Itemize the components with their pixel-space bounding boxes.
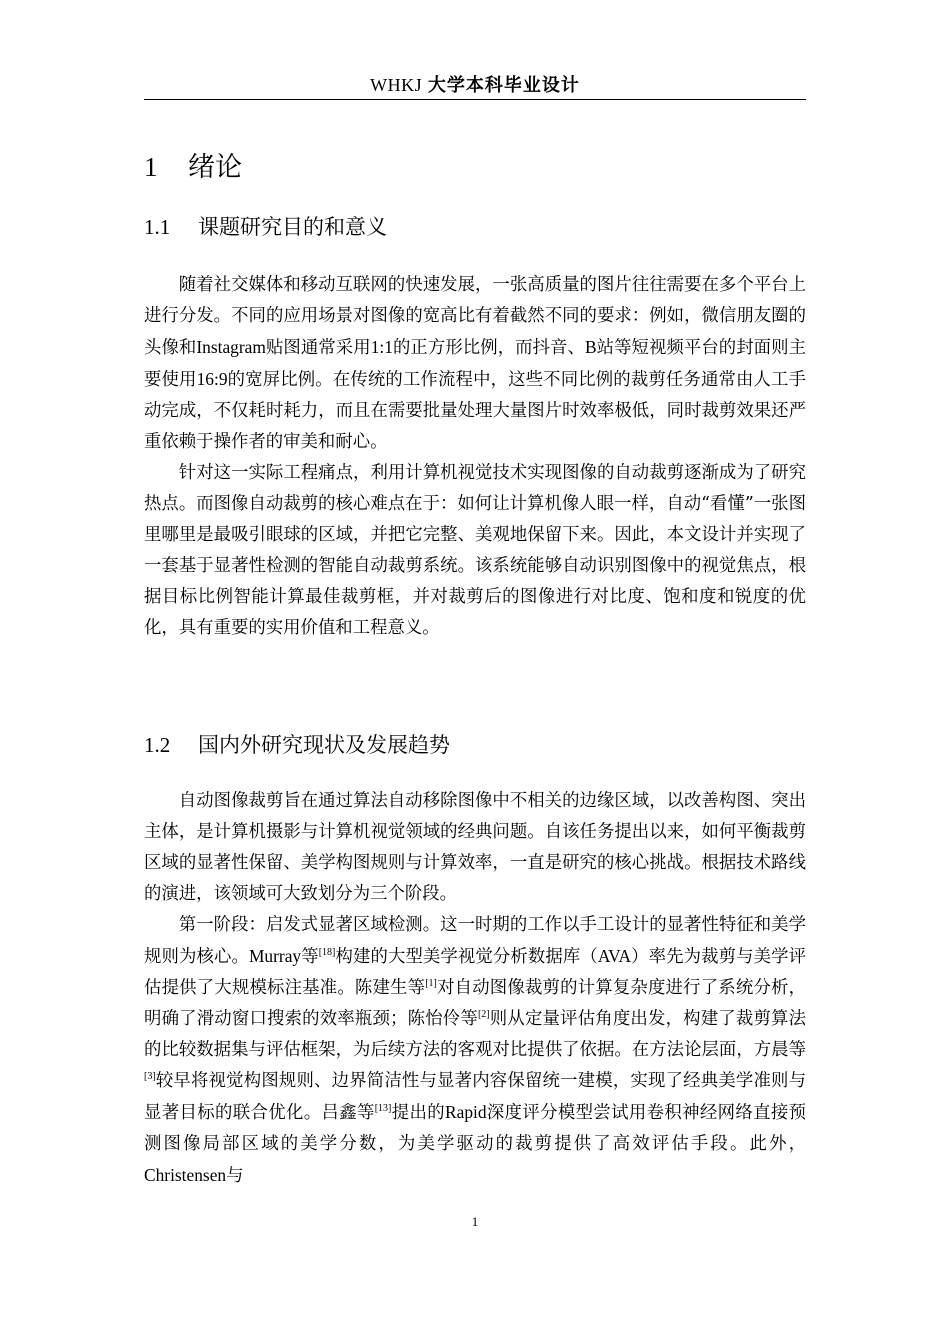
section-title: 国内外研究现状及发展趋势 — [198, 733, 450, 757]
header-university-code: WHKJ — [370, 75, 423, 95]
section-heading-1-2 — [144, 731, 450, 759]
text-run: ）率先为裁剪与美学评估提供了大规模标注基准。陈建生等 — [144, 947, 806, 998]
paragraph — [144, 270, 806, 458]
text-run: 贴图通常采用 — [265, 338, 371, 358]
text-run: 对自动图像裁剪的计算复杂度进行了系统分析，明确了滑动窗口搜索的效率瓶颈；陈怡伶等 — [144, 978, 806, 1029]
text-run: AVA — [597, 946, 632, 966]
section-1-2-body — [144, 786, 806, 1192]
text-run: 则从定量评估角度出发，构建了裁剪算法的比较数据集与评估框架，为后续方法的客观对比提供了依据。在方法论层面，方晨等 — [144, 1009, 806, 1060]
paragraph: 针对这一实际工程痛点，利用计算机视觉技术实现图像的自动裁剪逐渐成为了研究热点。而图像自动裁剪的核心难点在于：如何让计算机像人眼一样，自动“看懂”一张图里哪里是最吸引眼球的区域，并把它完整、美观地保留下来。因此，本文设计并实现了一套基于显著性检测的智能自动裁剪系统。该系统能够自动识别图像中的视觉焦点，根据目标比例智能计算最佳裁剪框，并对裁剪后的图像进行对比度、饱和度和锐度的优化，具有重要的实用价值和工程意义。 — [144, 463, 806, 638]
text-run: 与 — [226, 1166, 244, 1186]
text-run: 1:1 — [370, 337, 393, 357]
section-heading-1-1 — [144, 213, 387, 241]
page-number: 1 — [471, 1214, 479, 1229]
text-run: 16:9 — [196, 369, 228, 389]
text-run: 随着社交媒体和移动互联网的快速发展，一张高质量的图片往往需要在多个平台上进行分发。不同的应用场景对图像的宽高比有着截然不同的要求：例如，微信朋友圈的头像和 — [144, 275, 806, 358]
text-run: 构建的大型美学视觉分析数据库（ — [335, 947, 598, 967]
text-run: 的正方形比例，而抖音、 — [392, 338, 585, 358]
text-run: Instagram — [196, 337, 266, 357]
text-run: 站等短视频平台的封面则主要使用 — [144, 338, 806, 390]
paragraph: 自动图像裁剪旨在通过算法自动移除图像中不相关的边缘区域，以改善构图、突出主体，是计算机摄影与计算机视觉领域的经典问题。自该任务提出以来，如何平衡裁剪区域的显著性保留、美学构图规则与计算效率，一直是研究的核心挑战。根据技术路线的演进，该领域可大致划分为三个阶段。 — [144, 791, 806, 904]
text-run: Rapid — [445, 1102, 487, 1122]
citation-ref: [13] — [374, 1103, 392, 1114]
section-number: 1.1 — [144, 215, 171, 239]
header-thesis-label: 大学本科毕业设计 — [427, 75, 580, 96]
citation-ref: [18] — [318, 947, 336, 958]
text-run: 提出的 — [391, 1103, 445, 1123]
citation-ref: [1] — [425, 978, 437, 989]
text-run: Christensen — [144, 1165, 227, 1185]
section-number: 1.2 — [144, 733, 171, 757]
page-header — [144, 72, 806, 100]
section-1-1-body — [144, 270, 806, 644]
citation-ref: [2] — [477, 1009, 490, 1020]
text-run: 的宽屏比例。在传统的工作流程中，这些不同比例的裁剪任务通常由人工手动完成，不仅耗时耗力，而且在需要批量处理大量图片时效率极低，同时裁剪效果还严重依赖于操作者的审美和耐心。 — [144, 370, 806, 452]
text-run: 等 — [301, 947, 319, 967]
text-run: 深度评分模型尝试用卷积神经网络直接预测图像局部区域的美学分数，为美学驱动的裁剪提供了高效评估手段。此外， — [144, 1103, 806, 1154]
chapter-number: 1 — [144, 152, 158, 182]
citation-ref: [3] — [144, 1071, 156, 1082]
section-title: 课题研究目的和意义 — [198, 215, 387, 239]
chapter-title: 绪论 — [188, 152, 242, 183]
paragraph — [144, 910, 806, 1192]
text-run: Murray — [248, 946, 302, 966]
text-run: 第一阶段：启发式显著区域检测。这一时期的工作以手工设计的显著性特征和美学规则为核心。 — [144, 915, 806, 967]
text-run: 较早将视觉构图规则、边界简洁性与显著内容保留统一建模，实现了经典美学准则与显著目标的联合优化。吕鑫等 — [144, 1071, 806, 1123]
text-run: B — [584, 337, 597, 357]
header-title — [370, 75, 580, 96]
chapter-heading — [144, 150, 242, 185]
